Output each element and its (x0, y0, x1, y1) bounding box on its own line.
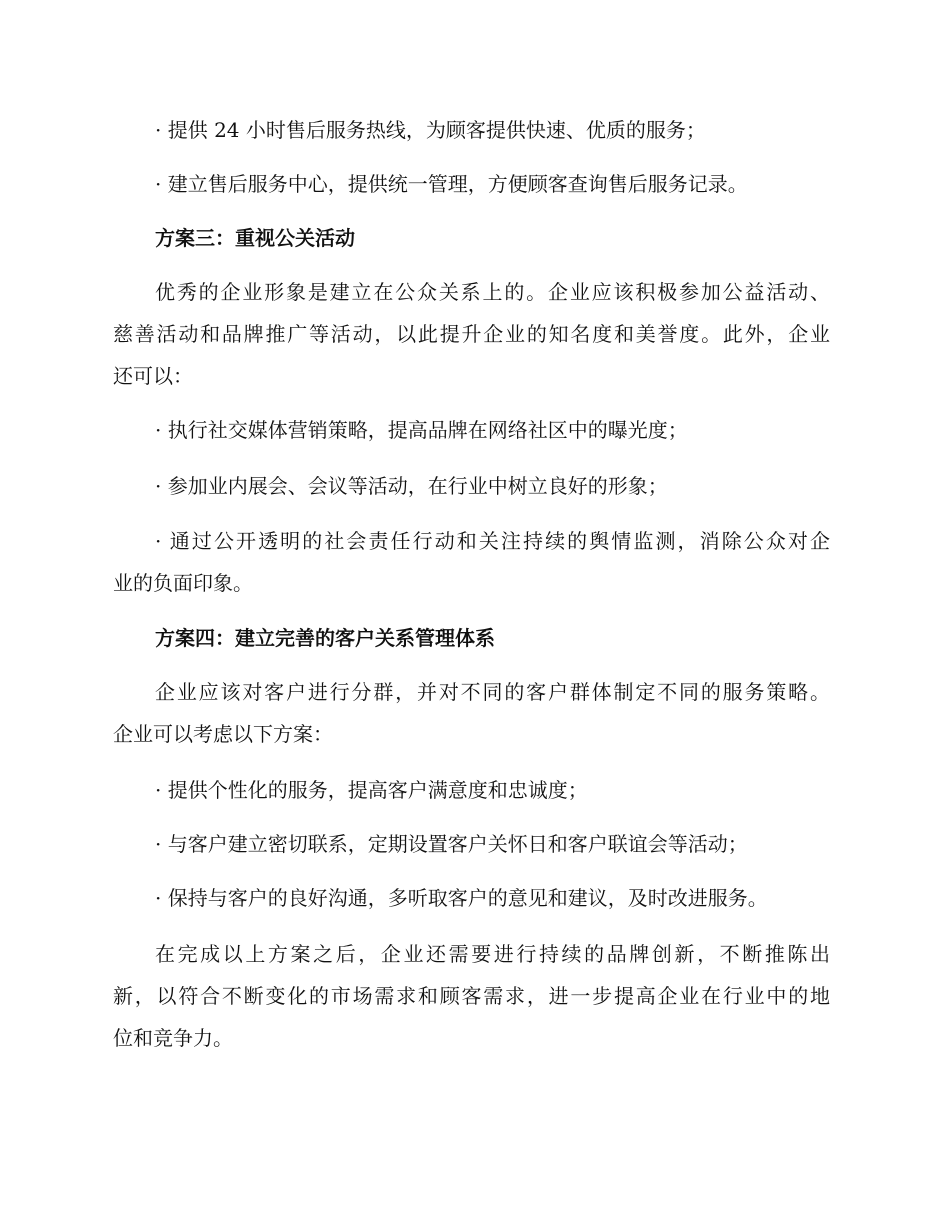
paragraph-line: 在完成以上方案之后，企业还需要进行持续的品牌创新，不断推陈出 (155, 942, 830, 966)
paragraph-line: 企业应该对客户进行分群，并对不同的客户群体制定不同的服务策略。 (155, 680, 830, 704)
bullet-social-responsibility: · 通过公开透明的社会责任行动和关注持续的舆情监测，消除公众对企 (155, 529, 830, 553)
paragraph-line: 还可以： (113, 364, 193, 388)
bullet-continuation: 业的负面印象。 (113, 571, 253, 595)
paragraph-line: 新，以符合不断变化的市场需求和顾客需求，进一步提高企业在行业中的地 (113, 984, 830, 1008)
bullet-hotline: · 提供 24 小时售后服务热线，为顾客提供快速、优质的服务； (155, 118, 706, 142)
heading-plan-three: 方案三：重视公关活动 (155, 226, 355, 250)
bullet-personalized: · 提供个性化的服务，提高客户满意度和忠诚度； (155, 778, 588, 802)
paragraph-line: 优秀的企业形象是建立在公众关系上的。企业应该积极参加公益活动、 (155, 280, 830, 304)
heading-plan-four: 方案四：建立完善的客户关系管理体系 (155, 626, 495, 650)
paragraph-line: 慈善活动和品牌推广等活动，以此提升企业的知名度和美誉度。此外，企业 (113, 322, 830, 346)
bullet-exhibitions: · 参加业内展会、会议等活动，在行业中树立良好的形象； (155, 474, 668, 498)
paragraph-line: 企业可以考虑以下方案： (113, 722, 333, 746)
bullet-service-center: · 建立售后服务中心，提供统一管理，方便顾客查询售后服务记录。 (155, 172, 748, 196)
bullet-communication: · 保持与客户的良好沟通，多听取客户的意见和建议，及时改进服务。 (155, 886, 768, 910)
bullet-close-contact: · 与客户建立密切联系，定期设置客户关怀日和客户联谊会等活动； (155, 832, 748, 856)
bullet-social-media: · 执行社交媒体营销策略，提高品牌在网络社区中的曝光度； (155, 418, 688, 442)
paragraph-line: 位和竞争力。 (113, 1026, 233, 1050)
